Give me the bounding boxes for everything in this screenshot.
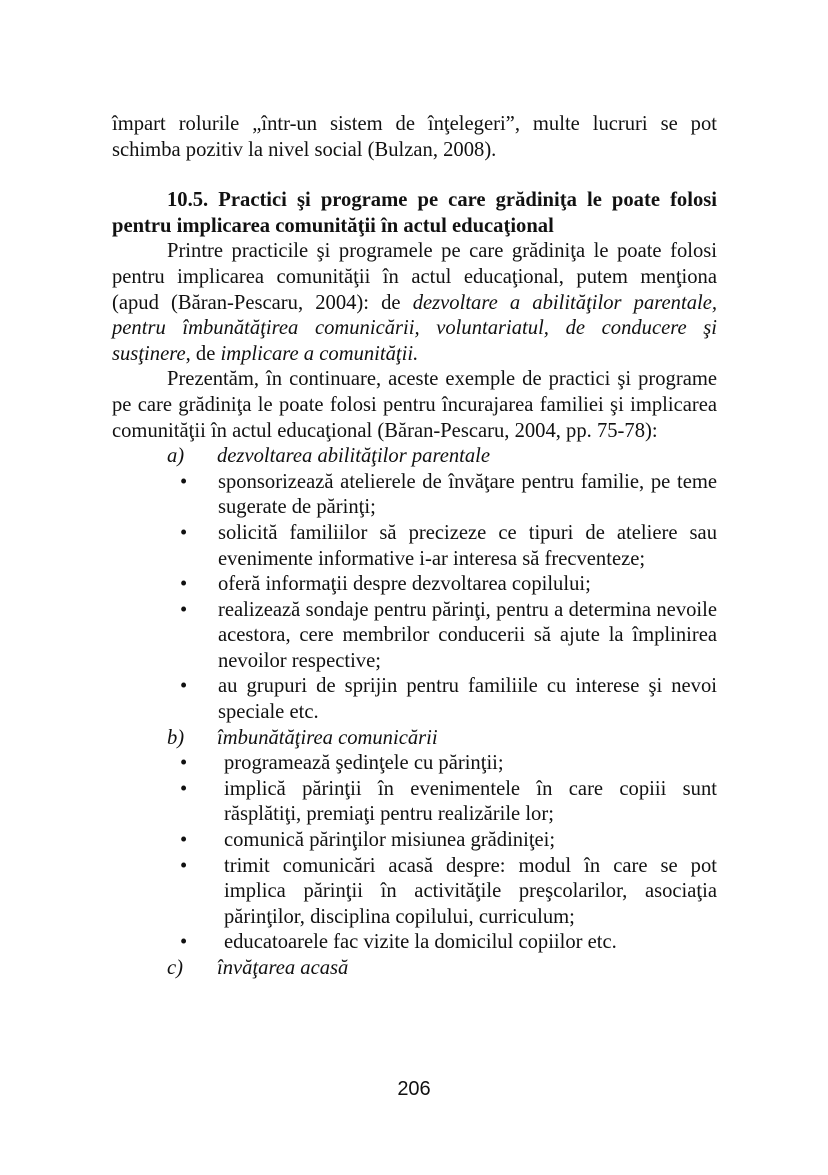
list-item-text: solicită familiilor să precizeze ce tipuri de ateliere sau evenimente informative i-ar interesa să frecventeze;	[218, 521, 717, 570]
list-a-label: a)	[167, 445, 185, 468]
paragraph-practices-mid: , de	[185, 342, 221, 365]
list-item	[112, 828, 717, 854]
list-a-title: dezvoltarea abilităţilor parentale	[217, 445, 491, 468]
paragraph-practices-emphasis-1: dezvoltare a abilităţilor parentale, pentru îmbunătăţirea comunicării, voluntariatul, de conducere şi susţinere	[112, 291, 717, 365]
list-item	[112, 674, 717, 725]
section-number: 10.5.	[167, 189, 209, 212]
list-item-text: realizează sondaje pentru părinţi, pentru a determina nevoile acestora, cere membrilor conducerii să ajute la împlinirea nevoilor respective;	[218, 598, 717, 672]
list-c-title: învăţarea acasă	[217, 957, 349, 979]
section-heading	[112, 188, 717, 239]
paragraph-practices-lead: Printre practicile şi programele pe care grădiniţa le poate folosi pentru implicarea comunităţii în actul educaţional, putem menţiona (apud (Băran-Pescaru, 2004): de	[112, 240, 717, 314]
list-item-text: au grupuri de sprijin pentru familiile cu interese şi nevoi speciale etc.	[218, 675, 717, 724]
list-item	[112, 930, 717, 956]
list-a	[112, 470, 717, 726]
list-b-title: îmbunătăţirea comunicării	[217, 726, 438, 749]
list-item-text: trimit comunicări acasă despre: modul în care se pot implica părinţii în activităţile preşcolarilor, asociaţia părinţilor, disciplina copilului, curriculum;	[224, 854, 717, 928]
paragraph-examples: Prezentăm, în continuare, aceste exemple de practici şi programe pe care grădiniţa le poate folosi pentru încurajarea familiei şi implicarea comunităţii în actul educaţional (Băran-Pescaru, 2004, pp. 75-78):	[112, 368, 717, 442]
bullet-icon: •	[180, 854, 188, 877]
paragraph-practices-emphasis-2: implicare a comunităţii.	[220, 342, 419, 365]
list-item	[112, 854, 717, 931]
bullet-icon: •	[180, 470, 188, 493]
page-number: 206	[397, 1078, 431, 1100]
bullet-icon: •	[180, 829, 188, 852]
paragraph-practices	[112, 239, 717, 367]
bullet-icon: •	[180, 675, 188, 698]
intro-paragraph: împart rolurile „într-un sistem de înţelegeri”, multe lucruri se pot schimba pozitiv la nivel social (Bulzan, 2008).	[112, 113, 717, 161]
list-b-heading	[112, 726, 717, 752]
list-item-text: sponsorizează atelierele de învăţare pentru familie, pe teme sugerate de părinţi;	[218, 470, 717, 519]
list-b-label: b)	[167, 726, 185, 749]
bullet-icon: •	[180, 573, 188, 596]
list-c-label: c)	[167, 957, 183, 979]
list-item	[112, 521, 717, 572]
list-a-heading	[112, 444, 717, 470]
list-item	[112, 777, 717, 828]
list-item-text: implică părinţii în evenimentele în care copiii sunt răsplătiţi, premiaţi pentru realizările lor;	[224, 777, 717, 826]
list-item-text: educatoarele fac vizite la domicilul copiilor etc.	[224, 931, 617, 954]
bullet-icon: •	[180, 777, 188, 800]
section-title: Practici şi programe pe care grădiniţa le poate folosi pentru implicarea comunităţii în actul educaţional	[112, 189, 717, 237]
bullet-icon: •	[180, 931, 188, 954]
list-item	[112, 598, 717, 675]
list-b	[112, 751, 717, 956]
list-item	[112, 470, 717, 521]
list-item-text: comunică părinţilor misiunea grădiniţei;	[224, 829, 556, 852]
list-item	[112, 751, 717, 777]
bullet-icon: •	[180, 752, 188, 775]
list-item-text: oferă informaţii despre dezvoltarea copilului;	[218, 573, 591, 596]
page-body	[112, 112, 717, 982]
list-item-text: programează şedinţele cu părinţii;	[224, 752, 504, 775]
bullet-icon: •	[180, 521, 188, 544]
bullet-icon: •	[180, 598, 188, 621]
list-c-heading	[112, 956, 717, 982]
list-item	[112, 572, 717, 598]
